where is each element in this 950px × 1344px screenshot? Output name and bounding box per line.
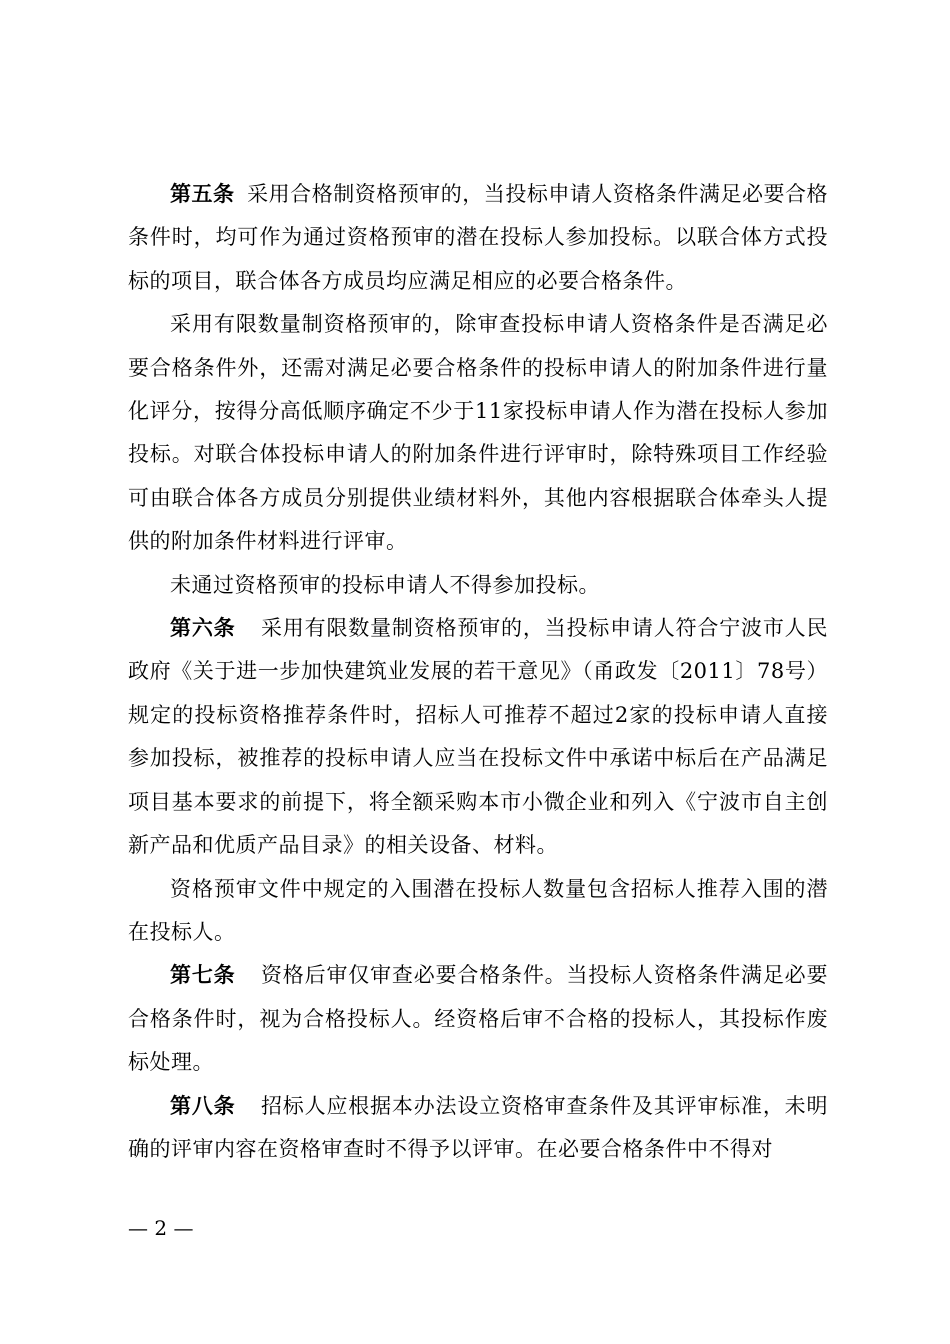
article-8-label: 第八条 xyxy=(170,1093,236,1118)
article-5-paragraph-2 xyxy=(128,303,828,563)
article-7-label: 第七条 xyxy=(170,963,236,988)
article-5-paragraph-3 xyxy=(128,564,828,607)
article-5-label: 第五条 xyxy=(170,182,235,206)
article-5-text: 采用合格制资格预审的，当投标申请人资格条件满足必要合格条件时，均可作为通过资格预审的潜在投标人参加投标。以联合体方式投标的项目，联合体各方成员均应满足相应的必要合格条件。 xyxy=(128,182,829,293)
article-7-text: 资格后审仅审查必要合格条件。当投标人资格条件满足必要合格条件时，视为合格投标人。经资格后审不合格的投标人，其投标作废标处理。 xyxy=(128,963,829,1075)
article-5-text-2: 采用有限数量制资格预审的，除审查投标申请人资格条件是否满足必要合格条件外，还需对满足必要合格条件的投标申请人的附加条件进行量化评分，按得分高低顺序确定不少于11家投标申请人作为潜在投标人参加投标。对联合体投标申请人的附加条件进行评审时，除特殊项目工作经验可由联合体各方成员分别提供业绩材料外，其他内容根据联合体牵头人提供的附加条件材料进行评审。 xyxy=(128,312,828,554)
article-5-text-3: 未通过资格预审的投标申请人不得参加投标。 xyxy=(170,572,600,597)
document-body xyxy=(128,173,828,1171)
article-6-paragraph xyxy=(128,607,828,867)
article-6-paragraph-2 xyxy=(128,868,828,955)
article-8-paragraph xyxy=(128,1085,828,1172)
page-number: — 2 — xyxy=(128,1216,194,1240)
article-8-text: 招标人应根据本办法设立资格审查条件及其评审标准，未明确的评审内容在资格审查时不得予以评审。在必要合格条件中不得对 xyxy=(128,1093,829,1161)
article-6-text: 采用有限数量制资格预审的，当投标申请人符合宁波市人民政府《关于进一步加快建筑业发展的若干意见》（甬政发〔2011〕78号）规定的投标资格推荐条件时，招标人可推荐不超过2家的投标申请人直接参加投标，被推荐的投标申请人应当在投标文件中承诺中标后在产品满足项目基本要求的前提下，将全额采购本市小微企业和列入《宁波市自主创新产品和优质产品目录》的相关设备、材料。 xyxy=(128,616,829,858)
article-6-text-2: 资格预审文件中规定的入围潜在投标人数量包含招标人推荐入围的潜在投标人。 xyxy=(128,876,828,944)
article-6-label: 第六条 xyxy=(170,616,236,641)
article-7-paragraph xyxy=(128,954,828,1084)
article-5-paragraph xyxy=(128,173,828,303)
